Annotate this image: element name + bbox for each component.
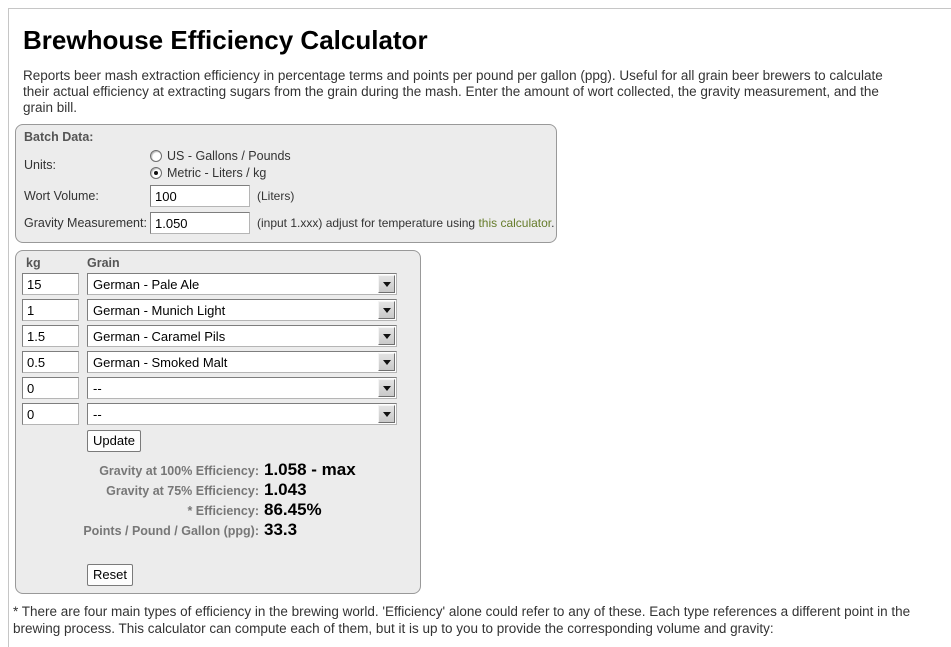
units-row [24, 149, 556, 180]
grain-select-2-value: German - Munich Light [93, 302, 226, 318]
grain-select-3-value: German - Caramel Pils [93, 328, 226, 344]
reset-button[interactable]: Reset [87, 564, 133, 586]
grain-amount-input-1[interactable] [22, 273, 79, 295]
grain-select-1-value: German - Pale Ale [93, 276, 200, 292]
grain-row [22, 299, 420, 321]
units-label: Units: [24, 157, 56, 172]
result-row [22, 460, 420, 480]
grain-bill-box [15, 250, 421, 594]
radio-metric-icon[interactable] [150, 167, 162, 179]
grain-select-5-value: -- [93, 380, 102, 396]
grain-select-5[interactable] [87, 377, 397, 399]
gravity-suffix [257, 216, 554, 230]
grain-select-6[interactable] [87, 403, 397, 425]
grain-select-1[interactable] [87, 273, 397, 295]
grain-amount-input-6[interactable] [22, 403, 79, 425]
chevron-down-icon[interactable] [378, 301, 395, 319]
efficiency-value: 86.45% [264, 500, 322, 519]
units-option-us[interactable] [150, 149, 291, 163]
grain-column-header: Grain [87, 256, 120, 270]
units-option-metric-label: Metric - Liters / kg [167, 166, 267, 180]
gravity-suffix-period: . [551, 216, 555, 230]
batch-data-heading: Batch Data: [24, 130, 94, 144]
grain-amount-input-5[interactable] [22, 377, 79, 399]
units-option-us-label: US - Gallons / Pounds [167, 149, 291, 163]
ppg-label: Points / Pound / Gallon (ppg): [83, 524, 259, 538]
wort-volume-row [24, 185, 556, 207]
chevron-down-icon[interactable] [378, 353, 395, 371]
grain-select-2[interactable] [87, 299, 397, 321]
units-radio-group [150, 149, 291, 180]
amount-column-header: kg [26, 256, 41, 270]
units-option-metric[interactable] [150, 166, 291, 180]
gravity-75-label: Gravity at 75% Efficiency: [106, 484, 259, 498]
intro-text: Reports beer mash extraction efficiency in percentage terms and points per pound per gallon (ppg). Useful for all grain beer brewers to calculate their actual efficiency at extracting sugars from the grain during the mash. Enter the amount of wort collected, the gravity measurement, and the grain bill. [23, 68, 883, 115]
grain-select-6-value: -- [93, 406, 102, 422]
footnote-text: * There are four main types of efficiency in the brewing world. 'Efficiency' alone could refer to any of these. Each type references a different point in the brewing process. This calculator can compute each of them, but it is up to you to provide the corresponding volume and gravity: [13, 604, 911, 636]
grain-select-4[interactable] [87, 351, 397, 373]
chevron-down-icon[interactable] [378, 379, 395, 397]
grain-select-3[interactable] [87, 325, 397, 347]
grain-row [22, 351, 420, 373]
wort-volume-suffix: (Liters) [257, 189, 295, 203]
update-button[interactable]: Update [87, 430, 141, 452]
chevron-down-icon[interactable] [378, 327, 395, 345]
grain-amount-input-4[interactable] [22, 351, 79, 373]
grain-row [22, 325, 420, 347]
batch-data-box [15, 124, 557, 243]
grain-row [22, 403, 420, 425]
gravity-row [24, 212, 556, 234]
gravity-100-label: Gravity at 100% Efficiency: [99, 464, 259, 478]
gravity-label: Gravity Measurement: [24, 216, 147, 230]
grain-amount-input-2[interactable] [22, 299, 79, 321]
page-title: Brewhouse Efficiency Calculator [23, 25, 428, 55]
efficiency-label: * Efficiency: [187, 504, 259, 518]
gravity-100-value: 1.058 - max [264, 460, 356, 479]
grain-amount-input-3[interactable] [22, 325, 79, 347]
temperature-calculator-link[interactable]: this calculator [478, 216, 552, 230]
result-row [22, 480, 420, 500]
result-row [22, 500, 420, 520]
ppg-value: 33.3 [264, 520, 298, 539]
gravity-suffix-text: (input 1.xxx) adjust for temperature using [257, 216, 479, 230]
result-row [22, 520, 420, 540]
radio-us-icon[interactable] [150, 150, 162, 162]
wort-volume-input[interactable] [150, 185, 250, 207]
grain-row [22, 377, 420, 399]
gravity-input[interactable] [150, 212, 250, 234]
grain-table-header [22, 256, 420, 270]
page-frame [8, 8, 951, 647]
grain-select-4-value: German - Smoked Malt [93, 354, 228, 370]
results-block [22, 460, 420, 540]
gravity-75-value: 1.043 [264, 480, 307, 499]
grain-row [22, 273, 420, 295]
wort-volume-label: Wort Volume: [24, 189, 99, 203]
chevron-down-icon[interactable] [378, 275, 395, 293]
chevron-down-icon[interactable] [378, 405, 395, 423]
